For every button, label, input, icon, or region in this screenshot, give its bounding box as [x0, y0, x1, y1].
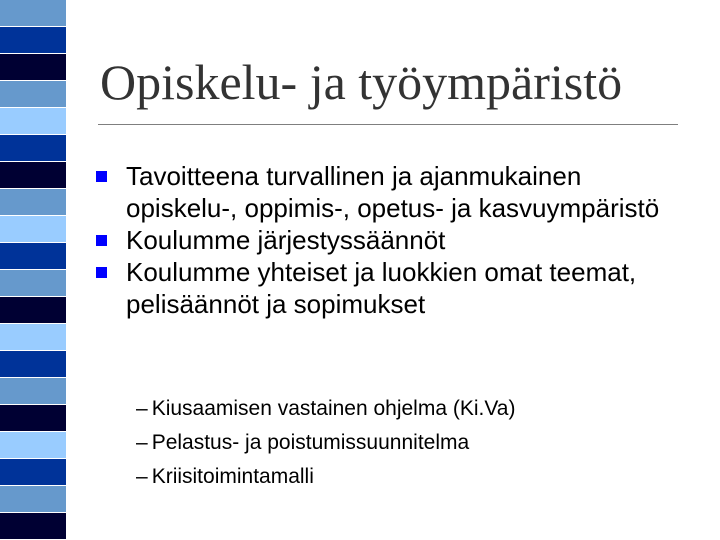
- stripe-cell: [0, 0, 66, 27]
- stripe-cell: [0, 216, 66, 243]
- stripe-cell: [0, 351, 66, 378]
- stripe-cell: [0, 135, 66, 162]
- sub-bullet-item: [136, 426, 696, 460]
- stripe-cell: [0, 189, 66, 216]
- sub-bullet-text: Pelastus- ja poistumissuunnitelma: [151, 431, 470, 454]
- stripe-cell: [0, 81, 66, 108]
- stripe-cell: [0, 162, 66, 189]
- decorative-stripe-bar: [0, 0, 66, 540]
- bullet-text: Tavoitteena turvallinen ja ajanmukainen opiskelu-, oppimis-, opetus- ja kasvuympäristö: [126, 161, 660, 223]
- stripe-cell: [0, 27, 66, 54]
- stripe-cell: [0, 108, 66, 135]
- stripe-cell: [0, 459, 66, 486]
- dash-marker: –: [136, 465, 148, 488]
- stripe-cell: [0, 513, 66, 540]
- stripe-cell: [0, 54, 66, 81]
- bullet-text: Koulumme järjestyssäännöt: [126, 225, 446, 255]
- dash-marker: –: [136, 431, 148, 454]
- slide-title: Opiskelu- ja työympäristö: [100, 54, 623, 110]
- stripe-cell: [0, 486, 66, 513]
- square-bullet-icon: [96, 267, 107, 278]
- stripe-cell: [0, 378, 66, 405]
- sub-bullet-text: Kriisitoimintamalli: [151, 465, 314, 488]
- stripe-cell: [0, 297, 66, 324]
- stripe-cell: [0, 432, 66, 459]
- stripe-cell: [0, 324, 66, 351]
- stripe-cell: [0, 243, 66, 270]
- bullet-item: [92, 256, 692, 320]
- bullet-item: [92, 160, 692, 224]
- sub-bullet-item: [136, 392, 696, 426]
- square-bullet-icon: [96, 171, 107, 182]
- bullet-item: [92, 224, 692, 256]
- dash-marker: –: [136, 397, 148, 420]
- bullet-text: Koulumme yhteiset ja luokkien omat teemat, pelisäännöt ja sopimukset: [126, 257, 637, 319]
- stripe-cell: [0, 405, 66, 432]
- stripe-cell: [0, 270, 66, 297]
- title-divider: [98, 124, 678, 125]
- sub-bullet-text: Kiusaamisen vastainen ohjelma (Ki.Va): [151, 397, 516, 420]
- square-bullet-icon: [96, 235, 107, 246]
- bullet-list: [92, 160, 692, 320]
- sub-bullet-list: [136, 392, 696, 494]
- sub-bullet-item: [136, 460, 696, 494]
